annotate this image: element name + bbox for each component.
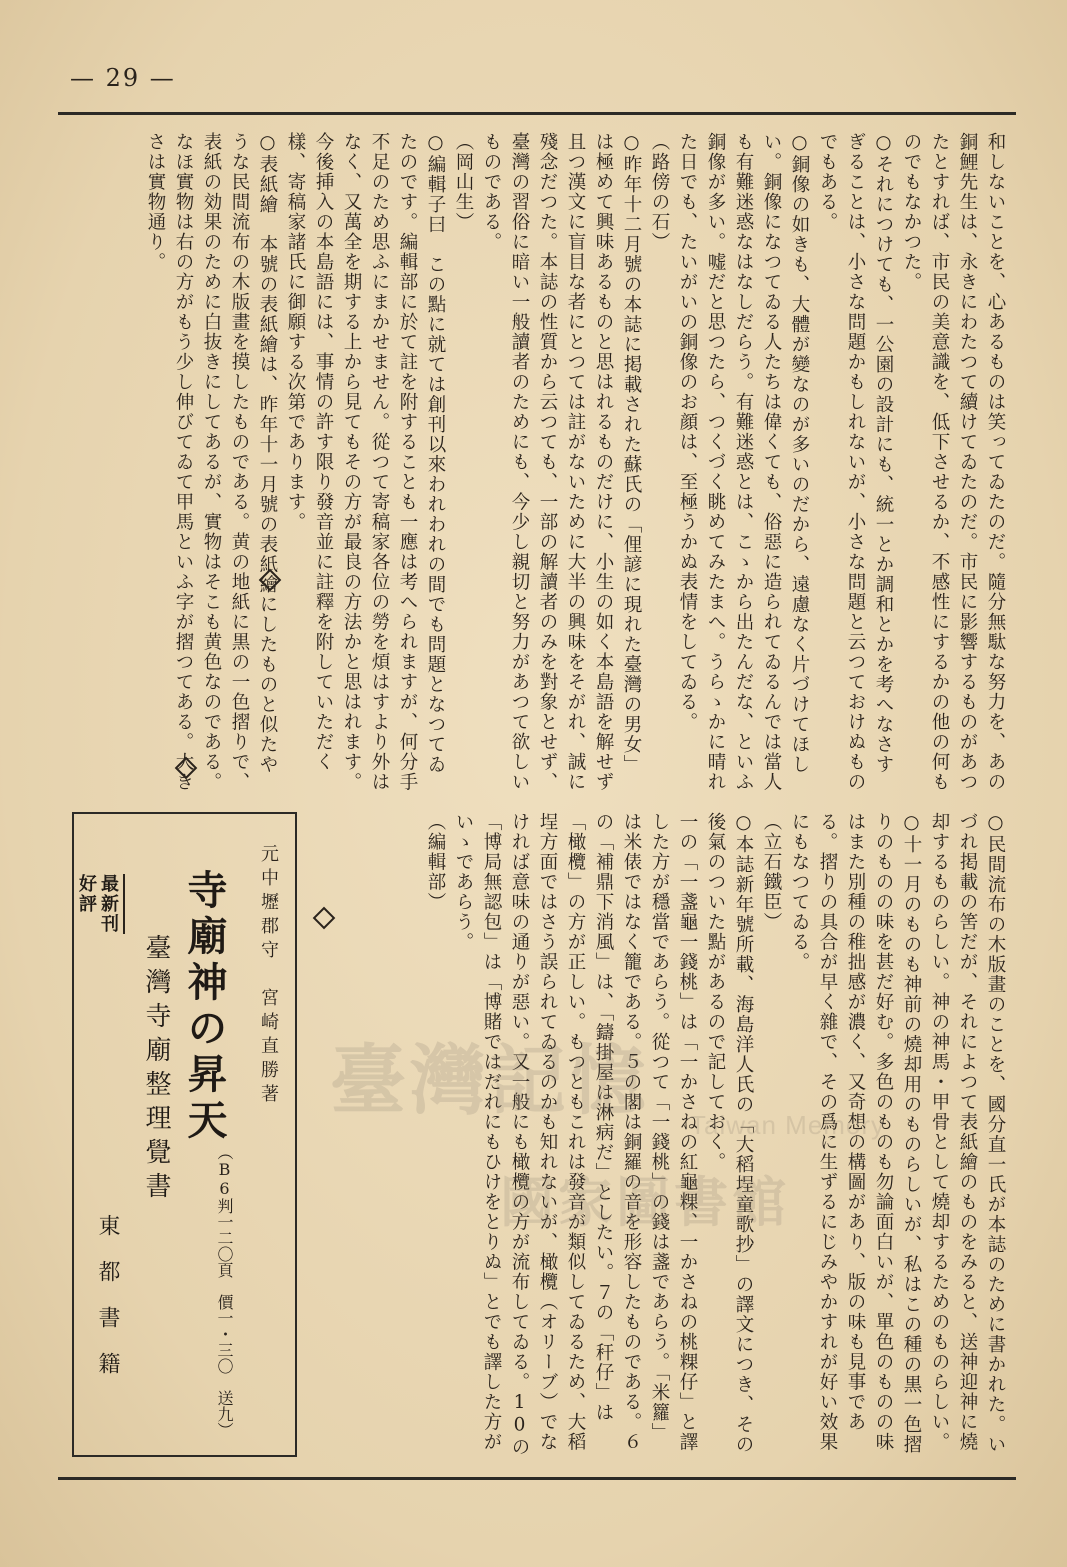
ad-author: 元中壢郡守 宮崎直勝著 [258,844,279,1108]
ad-badge-review: 好評 [76,874,97,914]
ad-badge-new: 最新刊 [95,874,125,934]
ad-subtitle: 臺灣寺廟整理覺書 [141,934,171,1206]
ad-spec: （B6判一二〇頁 價一・三〇 送九） [215,1144,234,1438]
lower-article-block [304,812,1009,1457]
watermark-logo-text: 臺灣記憶 [330,1036,650,1125]
ad-publisher: 東都書籍 [95,1214,120,1398]
page-number: — 29 — [70,64,176,92]
book-advertisement [72,812,297,1457]
ad-title: 寺廟神の昇天 [181,869,228,1145]
bottom-rule [58,1477,1016,1480]
lower-body-text: ○民間流布の木版畫のことを、國分直一氏が本誌のために書かれた。いづれ掲載の筈だが、それによつて表紙繪のものをみると、送神迎神に燒却するものらしい。神の神馬・甲骨として燒却するためのものらしい。 ○十一月のものも神前の燒却用のものらしいが、私はこの種の黒一色摺りのものの味を甚だ好む。多色のものも勿論面白いが、單色のものの味はまた別種の稚拙感が濃く、又奇想の構圖があり、版の味も見事である。摺りの具合が早く雜で、その爲に生ずるにじみやかすれが好い效果にもなつてゐる。 （立石鐵臣） ○本誌新年號所載、海島洋人氏の「大稻埕童歌抄」の譯文につき、その後氣のついた點があるので記しておく。 一の「一盞龜一錢桃」は「一かさねの紅龜粿、一かさねの桃粿仔」と譯した方が穩當であらう。從つて「一錢桃」の錢は盞であらう。「米籮」は米俵ではなく籠である。５の閣は銅羅の音を形容したものである。６の「補鼎下消風」は、「鑄掛屋は淋病だ」としたい。７の「秆仔」は「橄欖」の方が正しい。もつともこれは發音が類似してゐるため、大稻埕方面ではさう誤られてゐるのかも知れないが、橄欖（オリーブ）でなければ意味の通りが惡い。又一般にも橄欖の方が流布してゐる。10の「博局無認包」は「博賭ではだれにもひけをとりぬ」とでも譯した方がいゝであらう。 （編輯部） [425,812,1006,1457]
top-rule [58,112,1016,115]
watermark-institution: 國家圖書館 [500,1170,790,1234]
upper-body-text: 和しないことを、心あるものは笑ってゐたのだ。隨分無駄な努力を、あの銅鯉先生は、永きにわたつて續けてゐたのだ。市民に影響するものがあつたとすれば、市民の美意識を、低下させるか、不感性にするかの他の何ものでもなかつた。 ○それにつけても、一公園の設計にも、統一とか調和とかを考へなさすぎることは、小さな問題かもしれないが、小さな問題と云つておけぬものでもある。 ○銅像の如きも、大體が變なのが多いのだから、遠慮なく片づけてほしい。銅像になつてゐる人たちは偉くても、俗惡に造られてゐるんでは當人も有難迷惑なはなしだらう。有難迷惑とは、こゝから出たんだな、といふ銅像が多い。嘘だと思つたら、つくづく眺めてみたまへ。うらゝかに晴れた日でも、たいがいの銅像のお顔は、至極うかぬ表情をしてゐる。 （路傍の石） ○昨年十二月號の本誌に掲載された蘇氏の「俚諺に現れた臺灣の男女」は極めて興味あるものと思はれるものだけに、小生の如く本島語を解せず且つ漢文に盲目な者にとつては註がないために大半の興味をそがれ、誠に殘念だつた。本誌の性質から云つても、一部の解讀者のみを對象とせず、臺灣の習俗に暗い一般讀者のためにも、今少し親切と努力があつて欲しいものである。 （岡山生） ○編輯子曰 この點に就ては創刊以來われわれの間でも問題となつてゐたのです。編輯部に於て註を附することも一應は考へられますが、何分手不足のため思ふにまかせません。從つて寄稿家各位の勞を煩はすより外はなく、又萬全を期する上から見てもその方が最良の方法かと思はれます。今後挿入の本島語には、事情の許す限り發音並に註釋を附していただく樣、寄稿家諸氏に御願する次第であります。 ○表紙繪 本號の表紙繪は、昨年十一月號の表紙繪にしたものと似たやうな民間流布の木版畫を摸したものである。黄の地紙に黒の一色摺りで、表紙の効果のために白抜きにしてあるが、實物はそこも黄色なのである。なほ實物は右の方がもう少し伸びてゐて甲馬といふ字が摺つてある。大きさは實物通り。 [145,132,1006,792]
watermark-latin: Taiwan Memory [690,1110,886,1140]
upper-article-block [59,132,1009,792]
